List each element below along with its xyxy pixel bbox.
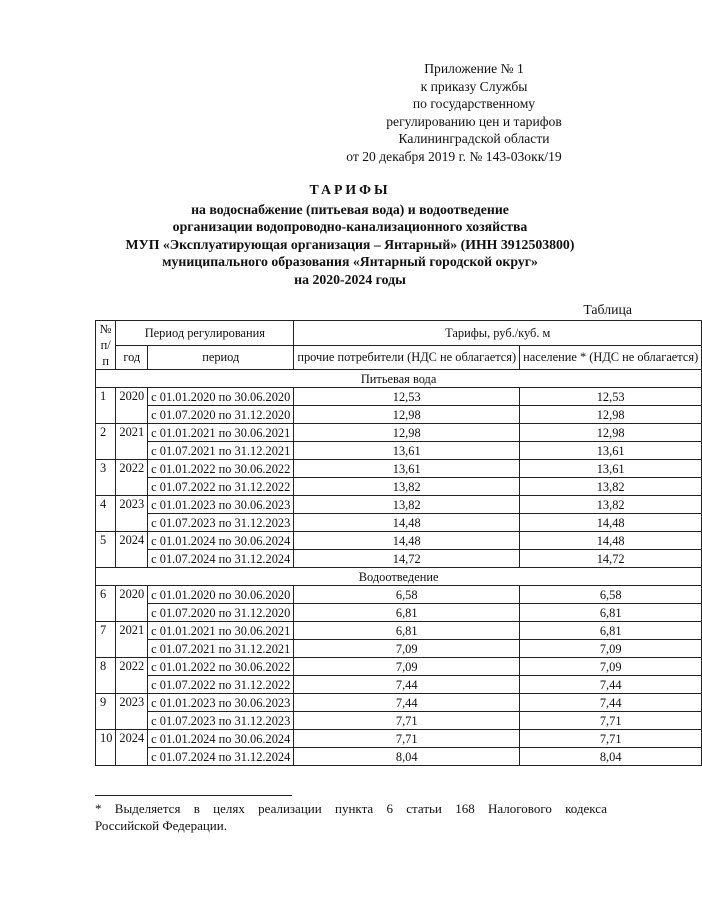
row-number: 8: [96, 658, 116, 694]
row-year: 2020: [116, 586, 148, 622]
tariff-other: 14,48: [294, 532, 520, 550]
row-number: 3: [96, 460, 116, 496]
section-title: Водоотведение: [96, 568, 702, 586]
header-period: период: [148, 345, 294, 370]
tariff-other: 14,48: [294, 514, 520, 532]
appendix-line: Калининградской области: [398, 131, 550, 147]
tariff-population: 13,61: [520, 460, 702, 478]
tariff-population: 7,44: [520, 694, 702, 712]
row-year: 2024: [116, 730, 148, 766]
tariff-other: 7,09: [294, 640, 520, 658]
tariff-other: 8,04: [294, 748, 520, 766]
row-period: с 01.01.2024 по 30.06.2024: [148, 730, 294, 748]
row-period: с 01.01.2021 по 30.06.2021: [148, 424, 294, 442]
row-number: 5: [96, 532, 116, 568]
table-body: [96, 370, 702, 766]
tariff-other: 13,82: [294, 496, 520, 514]
title-line: на 2020-2024 годы: [294, 271, 406, 287]
row-period: с 01.07.2022 по 31.12.2022: [148, 478, 294, 496]
header-other-consumers: прочие потребители (НДС не облагается): [294, 345, 520, 370]
tariff-other: 7,09: [294, 658, 520, 676]
tariff-other: 7,71: [294, 712, 520, 730]
table-row: [96, 586, 702, 604]
row-number: 9: [96, 694, 116, 730]
table-row: [96, 406, 702, 424]
table-label: Таблица: [583, 302, 632, 317]
tariff-other: 13,61: [294, 442, 520, 460]
tariff-population: 13,82: [520, 496, 702, 514]
table-row: [96, 424, 702, 442]
section-row: [96, 568, 702, 586]
tariff-population: 14,72: [520, 550, 702, 568]
row-year: 2022: [116, 460, 148, 496]
header-year: год: [116, 345, 148, 370]
tariff-other: 7,71: [294, 730, 520, 748]
document-title: [60, 181, 640, 289]
row-year: 2021: [116, 622, 148, 658]
tariff-other: 12,98: [294, 424, 520, 442]
table-row: [96, 622, 702, 640]
table-row: [96, 532, 702, 550]
tariff-population: 13,82: [520, 478, 702, 496]
table-row: [96, 694, 702, 712]
table-row: [96, 442, 702, 460]
table-row: [96, 676, 702, 694]
row-period: с 01.07.2023 по 31.12.2023: [148, 712, 294, 730]
row-period: с 01.07.2022 по 31.12.2022: [148, 676, 294, 694]
row-period: с 01.07.2021 по 31.12.2021: [148, 640, 294, 658]
row-period: с 01.07.2024 по 31.12.2024: [148, 550, 294, 568]
row-period: с 01.01.2024 по 30.06.2024: [148, 532, 294, 550]
tariff-other: 7,44: [294, 676, 520, 694]
row-number: 7: [96, 622, 116, 658]
table-row: [96, 748, 702, 766]
row-period: с 01.01.2020 по 30.06.2020: [148, 586, 294, 604]
row-period: с 01.01.2020 по 30.06.2020: [148, 388, 294, 406]
table-row: [96, 604, 702, 622]
tariff-other: 14,72: [294, 550, 520, 568]
tariff-population: 7,71: [520, 730, 702, 748]
tariff-population: 7,09: [520, 640, 702, 658]
row-year: 2024: [116, 532, 148, 568]
header-period-group: Период регулирования: [116, 321, 294, 346]
row-period: с 01.01.2022 по 30.06.2022: [148, 658, 294, 676]
tariff-other: 6,58: [294, 586, 520, 604]
row-number: 1: [96, 388, 116, 424]
table-row: [96, 712, 702, 730]
row-period: с 01.07.2023 по 31.12.2023: [148, 514, 294, 532]
row-period: с 01.07.2020 по 31.12.2020: [148, 406, 294, 424]
row-number: 6: [96, 586, 116, 622]
tariff-population: 7,09: [520, 658, 702, 676]
table-header: [96, 321, 702, 370]
row-period: с 01.01.2023 по 30.06.2023: [148, 694, 294, 712]
header-tariffs-group: Тарифы, руб./куб. м: [294, 321, 702, 346]
title-line: МУП «Эксплуатирующая организация – Янтарный» (ИНН 3912503800): [125, 236, 575, 252]
row-number: 2: [96, 424, 116, 460]
row-period: с 01.07.2020 по 31.12.2020: [148, 604, 294, 622]
row-period: с 01.01.2023 по 30.06.2023: [148, 496, 294, 514]
footnote-line: * Выделяется в целях реализации пункта 6 статьи 168 Налогового кодекса: [95, 801, 607, 816]
row-year: 2020: [116, 388, 148, 424]
tariff-population: 7,71: [520, 712, 702, 730]
appendix-line: Приложение № 1: [424, 61, 524, 76]
tariff-population: 6,81: [520, 604, 702, 622]
title-line: на водоснабжение (питьевая вода) и водоотведение: [191, 201, 509, 217]
table-row: [96, 658, 702, 676]
row-period: с 01.01.2021 по 30.06.2021: [148, 622, 294, 640]
tariff-other: 6,81: [294, 604, 520, 622]
table-row: [96, 496, 702, 514]
row-year: 2022: [116, 658, 148, 694]
tariff-population: 14,48: [520, 532, 702, 550]
tariff-other: 7,44: [294, 694, 520, 712]
appendix-line: по государственному: [412, 96, 536, 112]
tariff-population: 12,98: [520, 406, 702, 424]
tariff-population: 8,04: [520, 748, 702, 766]
appendix-line: к приказу Службы: [420, 78, 528, 94]
footnote-line: Российской Федерации.: [95, 818, 227, 833]
section-title: Питьевая вода: [96, 370, 702, 388]
section-row: [96, 370, 702, 388]
title-main: ТАРИФЫ: [309, 182, 391, 197]
tariff-population: 7,44: [520, 676, 702, 694]
table-row: [96, 460, 702, 478]
tariff-other: 6,81: [294, 622, 520, 640]
tariff-other: 13,61: [294, 460, 520, 478]
footnote-divider: [95, 795, 292, 796]
title-line: муниципального образования «Янтарный городской округ»: [162, 254, 538, 270]
appendix-header: [344, 60, 604, 166]
row-year: 2023: [116, 496, 148, 532]
row-year: 2023: [116, 694, 148, 730]
table-row: [96, 478, 702, 496]
tariff-population: 12,53: [520, 388, 702, 406]
header-population: население * (НДС не облагается): [520, 345, 702, 370]
tariff-other: 12,53: [294, 388, 520, 406]
row-year: 2021: [116, 424, 148, 460]
appendix-line: регулированию цен и тарифов: [386, 113, 562, 129]
tariff-population: 12,98: [520, 424, 702, 442]
tariff-other: 12,98: [294, 406, 520, 424]
tariff-population: 14,48: [520, 514, 702, 532]
header-num: № п/п: [96, 321, 116, 370]
row-period: с 01.01.2022 по 30.06.2022: [148, 460, 294, 478]
row-number: 4: [96, 496, 116, 532]
table-row: [96, 550, 702, 568]
table-row: [96, 730, 702, 748]
table-row: [96, 640, 702, 658]
tariff-population: 6,58: [520, 586, 702, 604]
tariffs-table: [95, 320, 702, 766]
table-row: [96, 514, 702, 532]
title-line: организации водопроводно-канализационного хозяйства: [172, 219, 528, 235]
appendix-line: от 20 декабря 2019 г. № 143-03окк/19: [346, 148, 562, 164]
row-number: 10: [96, 730, 116, 766]
tariff-population: 6,81: [520, 622, 702, 640]
footnote: [95, 800, 607, 834]
table-row: [96, 388, 702, 406]
tariff-population: 13,61: [520, 442, 702, 460]
row-period: с 01.07.2024 по 31.12.2024: [148, 748, 294, 766]
tariff-other: 13,82: [294, 478, 520, 496]
row-period: с 01.07.2021 по 31.12.2021: [148, 442, 294, 460]
